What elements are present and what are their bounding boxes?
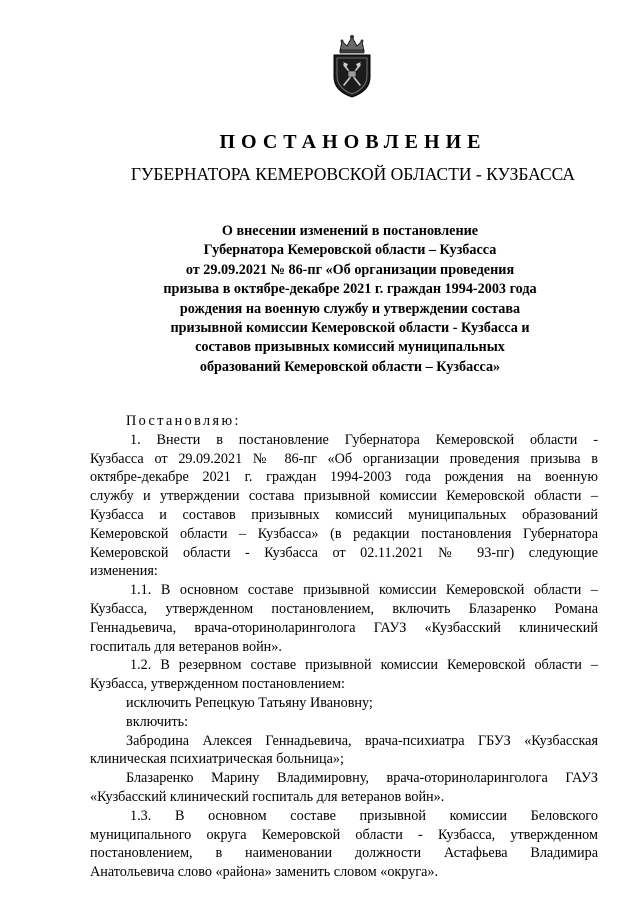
heading-line: от 29.09.2021 № 86-пг «Об организации проведения: [185, 261, 515, 278]
heading-line: Губернатора Кемеровской области – Кузбасса: [203, 242, 497, 259]
paragraph-1-2: [90, 656, 598, 806]
paragraph-line: 1. Внести в постановление Губернатора Кемеровской области -: [130, 431, 598, 448]
paragraph-line: «Кузбасский клинический госпиталь для ветеранов войн».: [90, 788, 445, 805]
paragraph-line: Кузбасса от 29.09.2021 № 86-пг «Об организации проведения призыва в: [90, 450, 598, 467]
paragraph-line: 1.1. В основном составе призывной комиссии Кемеровской области –: [130, 582, 598, 599]
paragraph-line: изменения:: [90, 563, 158, 580]
heading-line: призыва в октябре-декабре 2021 г. граждан 1994-2003 года: [163, 281, 537, 298]
paragraph-1: [90, 431, 598, 581]
paragraph-line: Кузбасса, утвержденном постановлением, включить Блазаренко Романа: [90, 600, 598, 617]
paragraph-line: Кемеровской области – Кузбасса» (в редакции постановления Губернатора: [90, 525, 598, 542]
paragraph-line: 1.3. В основном составе призывной комиссии Беловского: [130, 807, 598, 824]
paragraph-line: Геннадьевича, врача-оториноларинголога ГАУЗ «Кузбасский клинический: [90, 619, 598, 636]
paragraph-line: Забродина Алексея Геннадьевича, врача-психиатра ГБУЗ «Кузбасская: [126, 732, 598, 749]
heading-line: призывной комиссии Кемеровской области - Кузбасса и: [170, 320, 530, 337]
exclude-clause: исключить Репецкую Татьяну Ивановну;: [126, 694, 373, 711]
document-heading: [90, 222, 610, 377]
heading-line: составов призывных комиссий муниципальных: [195, 339, 505, 356]
paragraph-line: муниципального округа Кемеровской области - Кузбасса, утвержденном: [90, 826, 598, 843]
document-body: [90, 412, 598, 882]
paragraph-line: 1.2. В резервном составе призывной комиссии Кемеровской области –: [130, 657, 598, 674]
heading-line: О внесении изменений в постановление: [221, 223, 479, 239]
document-title: ПОСТАНОВЛЕНИЕ: [219, 131, 487, 153]
crown-icon: [340, 35, 364, 53]
paragraph-line: октябре-декабре 2021 г. граждан 1994-2003 года рождения на военную: [90, 469, 598, 486]
paragraph-line: Блазаренко Марину Владимировну, врача-оториноларинголога ГАУЗ: [126, 770, 598, 787]
paragraph-line: госпиталь для ветеранов войн».: [90, 638, 282, 655]
heading-line: рождения на военную службу и утверждении состава: [179, 300, 521, 317]
paragraph-line: Кузбасса и составов призывных комиссий муниципальных образований: [90, 506, 598, 523]
heading-line: образований Кемеровской области – Кузбасса»: [199, 358, 501, 375]
paragraph-line: службу и утверждении состава призывной комиссии Кемеровской области –: [90, 488, 598, 505]
paragraph-line: клиническая психиатрическая больница»;: [90, 751, 344, 768]
paragraph-1-3: [90, 807, 598, 882]
paragraph-line: Кемеровской области - Кузбасса от 02.11.2021 № 93-пг) следующие: [90, 544, 598, 561]
document-issuer: ГУБЕРНАТОРА КЕМЕРОВСКОЙ ОБЛАСТИ - КУЗБАССА: [130, 164, 576, 184]
include-clause: включить:: [126, 713, 189, 730]
paragraph-line: Анатольевича слово «района» заменить словом «округа».: [90, 864, 439, 881]
paragraph-line: Кузбасса, утвержденном постановлением:: [90, 676, 345, 693]
opening-clause: Постановляю:: [126, 413, 241, 429]
paragraph-1-1: [90, 581, 598, 656]
kuzbass-coat-of-arms-icon: [330, 33, 374, 99]
paragraph-line: постановлением, в наименовании должности Астафьева Владимира: [90, 845, 598, 862]
